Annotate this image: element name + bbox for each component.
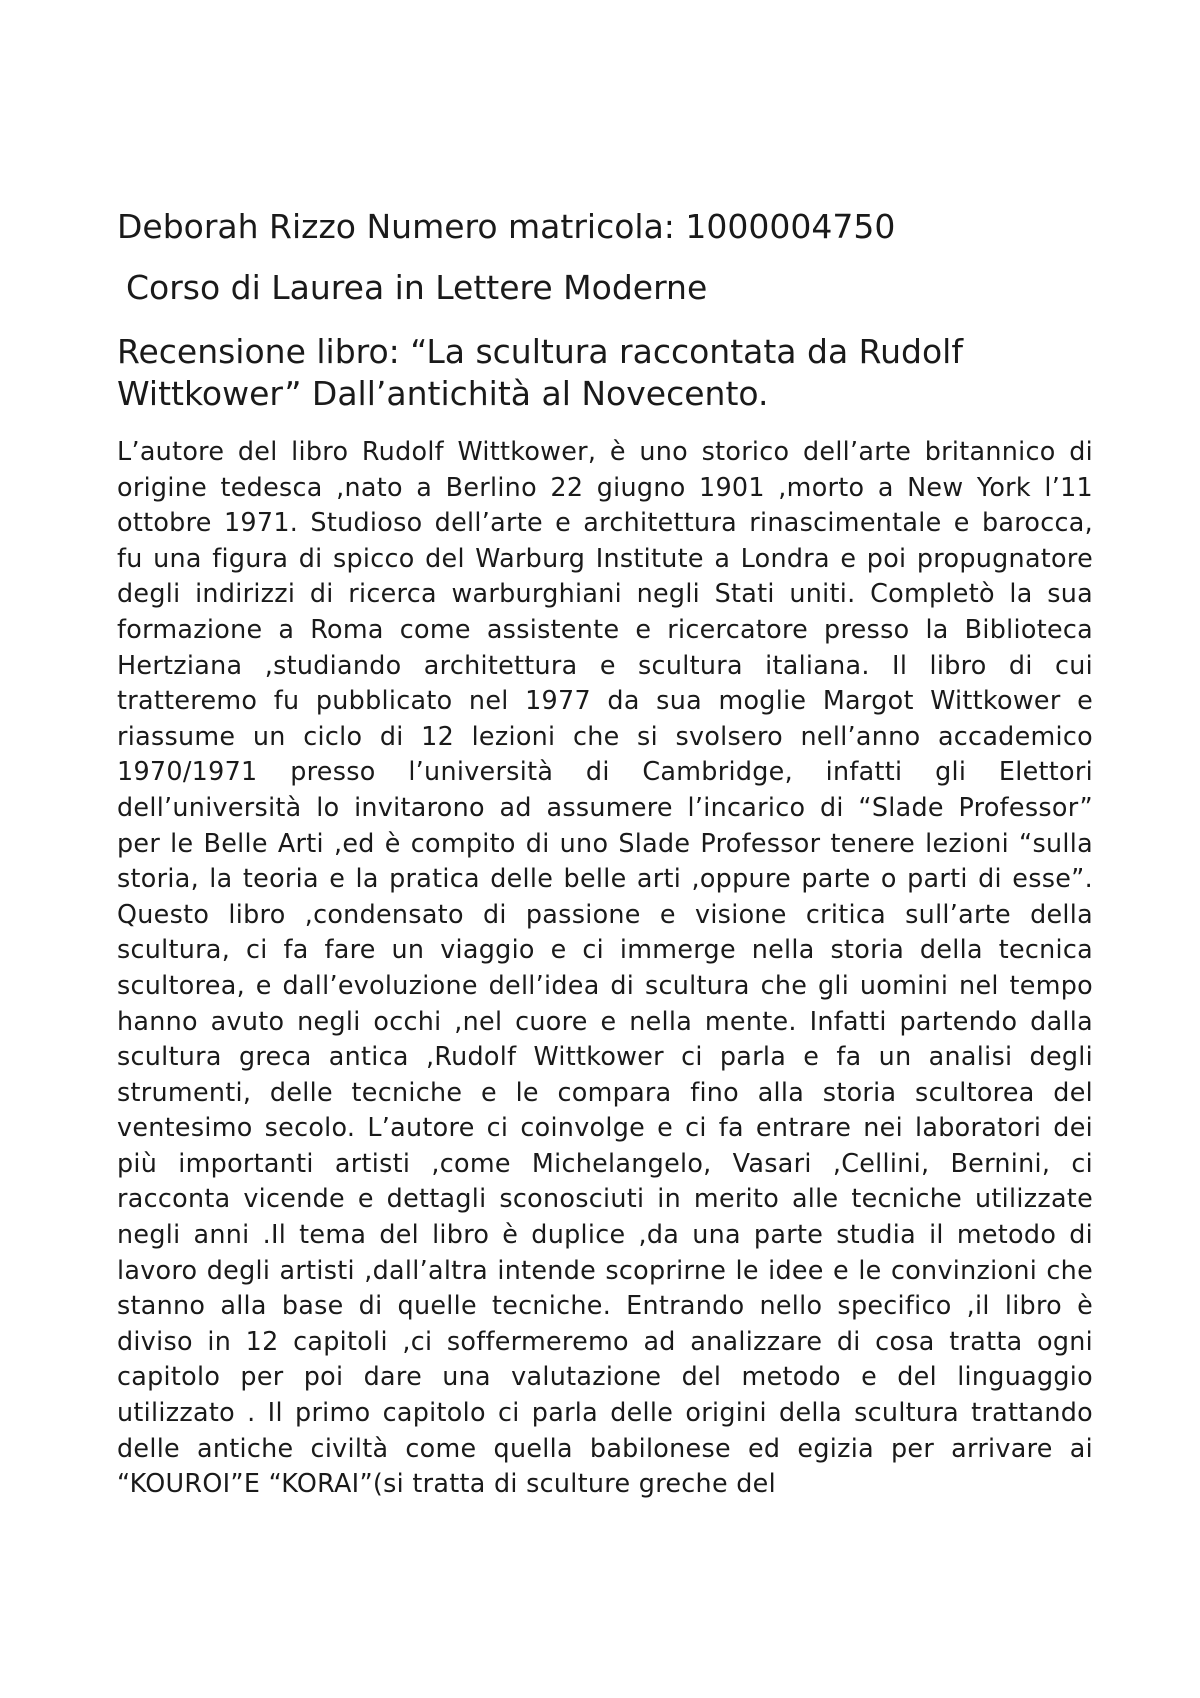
author-line: Deborah Rizzo Numero matricola: 1000004750 [117,207,896,246]
review-title: Recensione libro: “La scultura raccontata da Rudolf Wittkower” Dall’antichità al Novecento. [117,332,963,413]
body-paragraph: L’autore del libro Rudolf Wittkower, è uno storico dell’arte britannico di origine tedesca ,nato a Berlino 22 giugno 1901 ,morto a New York l’11 ottobre 1971. Studioso dell’arte e architettura rinascimentale e barocca, fu una figura di spicco del Warburg Institute a Londra e poi propugnatore degli indirizzi di ricerca warburghiani negli Stati uniti. Completò la sua formazione a Roma come assistente e ricercatore presso la Biblioteca Hertziana ,studiando architettura e scultura italiana. Il libro di cui tratteremo fu pubblicato nel 1977 da sua moglie Margot Wittkower e riassume un ciclo di 12 lezioni che si svolsero nell’anno accademico 1970/1971 presso l’università di Cambridge, infatti gli Elettori dell’università lo invitarono ad assumere l’incarico di “Slade Professor” per le Belle Arti ,ed è compito di uno Slade Professor tenere lezioni “sulla storia, la teoria e la pratica delle belle arti ,oppure parte o parti di esse”. Questo libro ,condensato di passione e visione critica sull’arte della scultura, ci fa fare un viaggio e ci immerge nella storia della tecnica scultorea, e dall’evoluzione dell’idea di scultura che gli uomini nel tempo hanno avuto negli occhi ,nel cuore e nella mente. Infatti partendo dalla scultura greca antica ,Rudolf Wittkower ci parla e fa un analisi degli strumenti, delle tecniche e le compara fino alla storia scultorea del ventesimo secolo. L’autore ci coinvolge e ci fa entrare nei laboratori dei più importanti artisti ,come Michelangelo, Vasari ,Cellini, Bernini, ci racconta vicende e dettagli sconosciuti in merito alle tecniche utilizzate negli anni .Il tema del libro è duplice ,da una parte studia il metodo di lavoro degli artisti ,dall’altra intende scoprirne le idee e le convinzioni che stanno alla base di quelle tecniche. Entrando nello specifico ,il libro è diviso in 12 capitoli ,ci soffermeremo ad analizzare di cosa tratta ogni capitolo per poi dare una valutazione del metodo e del linguaggio utilizzato . Il primo capitolo ci parla delle origini della scultura trattando delle antiche civiltà come quella babilonese ed egizia per arrivare ai “KOUROI”E “KORAI”(si tratta di sculture greche del [117,436,1093,1499]
course-line: Corso di Laurea in Lettere Moderne [126,268,708,307]
